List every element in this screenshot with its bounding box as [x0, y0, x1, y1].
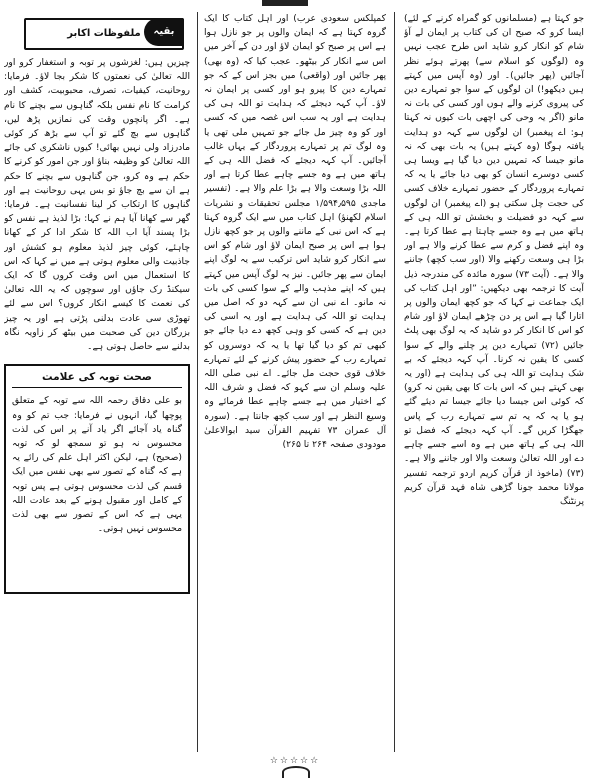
column-right	[404, 12, 584, 754]
malfoozat-header	[24, 18, 184, 50]
top-ink-mark	[262, 0, 308, 6]
column-left	[4, 12, 190, 754]
baqiya-badge: بقیہ	[144, 18, 184, 46]
tauba-box-text: بو علی دقاق رحمہ اللہ سے توبہ کے متعلق پوچھا گیا، انہوں نے فرمایا: جب تم کو وہ گناہ یاد آجائے اگر یاد آنے پر اس کی لذت محسوس نہ ہو تو سمجھ لو کہ توبہ (صحیح) ہے، لیکن اکثر اہل علم کی رائے یہ ہے کہ گناہ کے تصور سے بھی نفس میں ایک قسم کی لذت محسوس ہوتی ہے پس توبہ کے کامل اور مقبول ہونے کے بعد عادت اللہ یہی ہے کہ اس کے تصور سے بھی لذت محسوس نہیں ہوتی۔	[12, 395, 182, 535]
column-left-intro-text: چیزیں ہیں: لغزشوں پر توبہ و استغفار کرو اور اللہ تعالیٰ کی نعمتوں کا شکر بجا لاؤ۔ فرمایا: روحانیت، کیفیات، تصرف، محبوبیت، کشف اور کرامت کا نام نفس بلکہ گناہوں سے بچنے کا نام ہے۔ اگر پانچوں وقت کی نمازیں پڑھ لیں، گناہوں سے بچ گئے تو آپ سے بڑھ کر کوئی مادرزاد ولی نہیں بھائی! کیوں ناشکری کی جائے اللہ تعالیٰ کو وظیفہ بناؤ اور جن امور کو کرنے کا حکم ہے وہ کرو، جن گناہوں سے بچنے کا حکم ہے ان سے بچ جاؤ تو بس یہی روحانیت ہے اور گناہوں کا ارتکاب کر لینا نفسانیت ہے۔ فرمایا: گھر سے کھانا آیا ہم نے کہا: بڑا لذیذ ہے نفس کو بڑا پسند آیا اب اللہ کا شکر ادا کر کے کھانا چاہئے، کوئی چیز لذیذ معلوم ہو کشش اور جاذبیت والی معلوم ہوتی ہے میں نے کہا کہ اس کا استعمال میں اس وقت کروں گا کہ ایک سیکنڈ رک جاؤں اور سوچوں کہ یہ اللہ تعالیٰ کی نعمت کا کیسے انکار کروں؟ اس سے لئے تھوڑی سی عادت بدلنی پڑتی ہے اور یہ چیز بزرگان دین کی صحبت میں بیٹھ کر زاویہ نگاہ بدلنے سے حاصل ہوتی ہے۔	[4, 57, 190, 353]
column-right-text: جو کہتا ہے (مسلمانوں کو گمراہ کرنے کے لئے) ایسا کرو کہ صبح ان کی کتاب پر ایمان لے آؤ شام کو انکار کرو شاید اس طرح عجب نہیں وہ (لوگوں کو اسلام سے) پھرتے ہوئے نظر آجائیں (پھر جائیں)۔ اور (وہ آپس میں کہتے ہیں دیکھو!) ان لوگوں کے سوا جو تمہارے دین کی پیروی کرنے والے ہوں اور کسی کی بات نہ مانو (اگر یہ وحی کی اچھی بات کیوں نہ کہتا ہو: اے پیغمبر) ان لوگوں سے کہہ دو ہدایت یافتہ ہوگا (وہ کہتے ہیں) یہ بات بھی کہ نہ مانو جیسا کہ تمہیں دین دیا گیا ہے ویسا ہی کسی دوسرے انسان کو بھی دیا جائے یا یہ کہ تمہارے پروردگار کے حضور تمہارے خلاف کسی کی حجت چل سکتی ہو (اے پیغمبر) ان لوگوں سے کہہ دو فضیلت و بخشش تو اللہ ہی کے ہاتھ میں ہے وہ جسے چاہتا ہے عطا کرتا ہے۔ وہ اپنے فضل و کرم سے عطا کرنے والا ہے اور بڑا ہی وسعت رکھنے والا (اور سب کچھ) جاننے والا ہے۔ (آیت ۷۳) سورہ مائدہ کی مندرجہ ذیل آیت کا ترجمہ بھی دیکھیں: ”اور اہل کتاب کی ایک جماعت نے کہا کہ جو کچھ ایمان والوں پر اتارا گیا ہے اس پر دن چڑھے ایمان لاؤ اور شام کو اس کا انکار کر دو شاید کہ یہ لوگ بھی پلٹ جائیں (۷۲) تمہارے دین پر چلنے والے کے سوا کسی کا یقین نہ کرنا۔ آپ کہہ دیجئے کہ بے شک ہدایت تو اللہ ہی کی ہدایت ہے (اور یہ بھی کہتے ہیں کہ اس بات کا بھی یقین نہ کرو) کہ کوئی اس جیسا دیا جائے جیسا تم دیئے گئے ہو یا یہ کہ یہ تم سے تمہارے رب کے پاس جھگڑا کریں گے۔ آپ کہہ دیجئے کہ فضل تو اللہ ہی کے ہاتھ میں ہے وہ اسے جسے چاہے دے اور اللہ تعالیٰ وسعت والا اور جاننے والا ہے۔ (۷۳) (ماخوذ از قرآن کریم اردو ترجمہ تفسیر مولانا محمد جونا گڑھی شاہ فہد قرآن کریم پرنٹنگ	[404, 13, 584, 507]
tauba-box-title: صحت توبہ کی علامت	[12, 370, 182, 388]
column-divider-left	[197, 12, 198, 752]
column-middle-text: کمپلکس سعودی عرب) اور اہل کتاب کا ایک گروہ کہتا ہے کہ ایمان والوں پر جو نازل ہوا ہے اس پر صبح کو ایمان لاؤ اور دن کے آخر میں اس سے انکار کر بیٹھو۔ عجب کیا کہ (وہ بھی) پھر جائیں اور (واقعی) میں بجز اس کے کہ جو تمہارے دین کا پیرو ہو اور کسی پر ایمان نہ لاؤ۔ آپ کہہ دیجئے کہ ہدایت تو اللہ ہی کی ہدایت ہے اور یہ سب اس غصہ میں کہ کسی اور کو وہ چیز مل جائے جو تمہیں ملی تھی یا وہ لوگ تم پر تمہارے پروردگار کے یہاں غالب آجائیں۔ آپ کہہ دیجئے کہ فضل اللہ ہی کے ہاتھ میں ہے وہ جسے چاہے عطا کرتا ہے اور اللہ بڑا وسعت والا ہے بڑا علم والا ہے۔ (تفسیر ماجدی ۱/۵۹۴٫۵۹۵ مجلس تحقیقات و نشریات اسلام لکھنؤ) اہل کتاب میں سے ایک گروہ کہتا ہے کہ اس نبی کے ماننے والوں پر جو کچھ نازل ہوا ہے اس پر صبح ایمان لاؤ اور شام کو اس سے انکار کرو شاید اس ترکیب سے یہ لوگ اپنے ایمان سے پھر جائیں۔ نیز یہ لوگ آپس میں کہتے ہیں کہ اپنے مذہب والے کے سوا کسی کی بات نہ مانو۔ اے نبی ان سے کہہ دو کہ اصل میں ہدایت تو اللہ کی ہدایت ہے اور یہ اسی کی دین ہے کہ کسی کو وہی کچھ دے دیا جائے جو کبھی تم کو دیا گیا تھا یا یہ کہ دوسروں کو تمہارے رب کے حضور پیش کرنے کے لئے تمہارے خلاف قوی حجت مل جائے۔ اے نبی صلی اللہ علیہ وسلم ان سے کہو کہ فضل و شرف اللہ کے اختیار میں ہے جسے چاہے عطا فرمائے وہ وسیع النظر ہے اور سب کچھ جانتا ہے۔ (سورہ آل عمران ۷۳ تفہیم القرآن سید ابوالاعلیٰ مودودی صفحہ ۲۶۴ تا ۲۶۵)	[204, 13, 386, 451]
stars-divider: ☆☆☆☆☆	[269, 756, 321, 766]
column-divider-right	[394, 12, 395, 752]
tauba-box	[4, 364, 190, 594]
page-number-mark	[282, 766, 310, 778]
column-middle	[204, 12, 386, 754]
malfoozat-title: ملفوظات اکابر	[67, 27, 141, 39]
